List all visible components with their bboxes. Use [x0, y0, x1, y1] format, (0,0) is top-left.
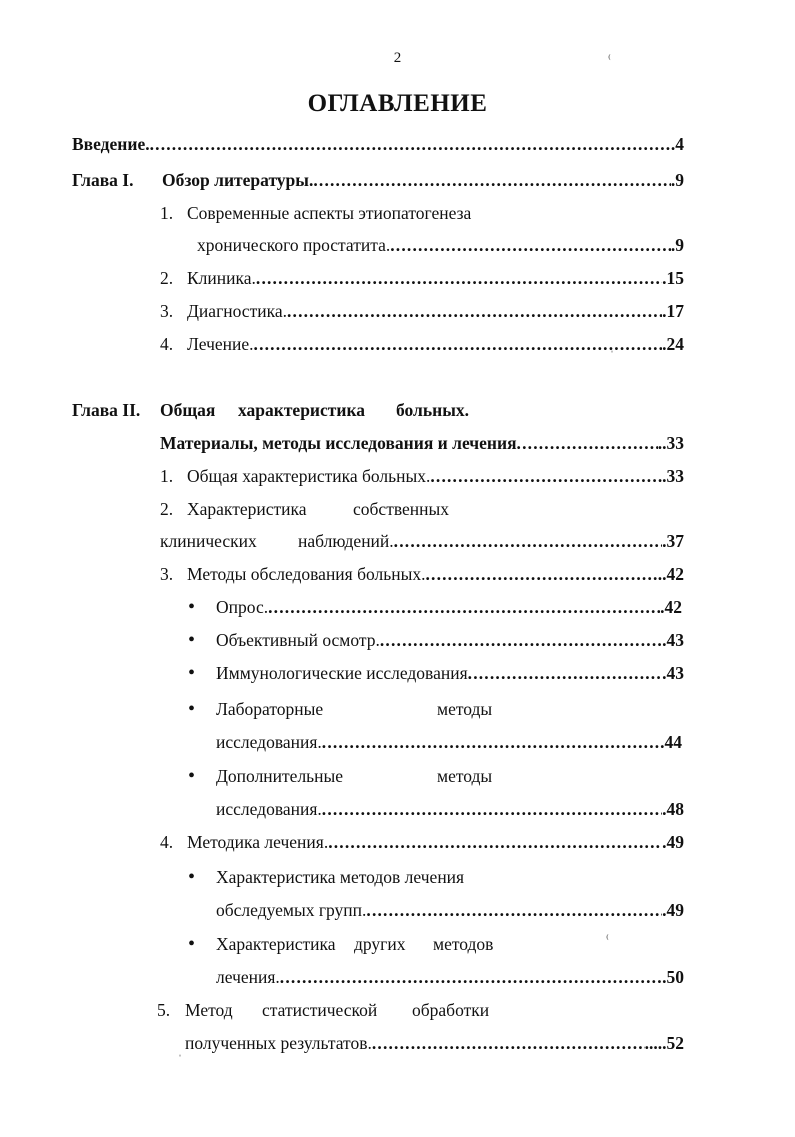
toc-entry-ch2-2[interactable]: [298, 530, 684, 552]
toc-label: полученных результатов.: [185, 1033, 372, 1053]
toc-word: клинических: [160, 531, 257, 551]
bullet-icon: •: [188, 765, 196, 787]
bullet-icon: •: [188, 698, 196, 720]
toc-label: исследования.: [216, 799, 322, 819]
toc-label: лечения.: [216, 967, 280, 987]
toc-entry-ch2-1[interactable]: [187, 465, 684, 487]
leader-dots: [430, 465, 662, 487]
toc-page: .37: [662, 531, 684, 551]
toc-label: Методы обследования больных.: [187, 564, 426, 584]
leader-dots: [390, 234, 671, 256]
toc-entry-ch2-3c[interactable]: [216, 662, 684, 684]
toc-page: .24: [662, 334, 684, 354]
page-title: ОГЛАВЛЕНИЕ: [307, 90, 488, 117]
toc-page: .9: [670, 235, 684, 255]
toc-page: .15: [662, 268, 684, 288]
toc-num: 1.: [160, 466, 174, 486]
toc-word: собственных: [353, 499, 450, 519]
leader-dots: [150, 133, 671, 155]
leader-dots: [287, 300, 662, 322]
toc-page: .4: [670, 134, 684, 154]
toc-page: ..42: [657, 564, 684, 584]
chapter-label: Глава I.: [72, 170, 134, 190]
toc-entry-ch2-3a[interactable]: [216, 596, 682, 618]
leader-dots: [322, 798, 662, 820]
toc-label: Диагностика.: [187, 301, 287, 321]
toc-entry-ch2[interactable]: [160, 432, 684, 454]
toc-entry-ch1-2[interactable]: [187, 267, 684, 289]
toc-word: других: [354, 934, 406, 954]
leader-dots: [394, 530, 662, 552]
leader-dots: [468, 662, 662, 684]
leader-dots: [280, 966, 662, 988]
leader-dots: [256, 267, 662, 289]
toc-label: хронического простатита.: [197, 235, 391, 255]
toc-label: Опрос.: [216, 597, 269, 617]
toc-entry-ch1-3[interactable]: [187, 300, 684, 322]
leader-dots: [254, 333, 663, 355]
leader-dots: [322, 731, 660, 753]
toc-word: статистической: [262, 1000, 378, 1020]
toc-num: 3.: [160, 301, 174, 321]
toc-entry-intro[interactable]: [72, 133, 684, 155]
toc-word: Лабораторные: [216, 699, 324, 719]
toc-page: .44: [660, 732, 682, 752]
toc-entry-ch2-3d[interactable]: [216, 731, 682, 753]
bullet-icon: •: [188, 596, 196, 618]
toc-label: Методика лечения.: [187, 832, 329, 852]
toc-entry-ch1-1[interactable]: [197, 234, 684, 256]
scan-mark-icon: ˈ: [610, 348, 614, 362]
toc-entry-ch1[interactable]: [162, 169, 684, 191]
toc-num: 4.: [160, 832, 174, 852]
leader-dots: [328, 831, 662, 853]
toc-word: методы: [437, 766, 493, 786]
chapter-label: Глава II.: [72, 400, 141, 420]
toc-page: .48: [662, 799, 684, 819]
toc-label: Характеристика методов лечения: [216, 867, 465, 887]
toc-label: исследования.: [216, 732, 322, 752]
toc-num: 5.: [157, 1000, 171, 1020]
toc-word: методы: [437, 699, 493, 719]
toc-word: Характеристика: [216, 934, 336, 954]
toc-page: .42: [660, 597, 682, 617]
toc-word: Характеристика: [187, 499, 307, 519]
toc-page: .49: [662, 832, 684, 852]
toc-word: Дополнительные: [216, 766, 344, 786]
toc-label: Современные аспекты этиопатогенеза: [187, 203, 472, 223]
leader-dots: [366, 899, 662, 921]
toc-entry-ch2-3[interactable]: [187, 563, 684, 585]
toc-page: .43: [662, 663, 684, 683]
page-number: 2: [393, 50, 402, 66]
toc-entry-ch2-4b[interactable]: [216, 966, 684, 988]
toc-page: .43: [662, 630, 684, 650]
toc-label: обследуемых групп.: [216, 900, 367, 920]
toc-word: методов: [433, 934, 494, 954]
toc-entry-ch2-4a[interactable]: [216, 899, 684, 921]
toc-label: Клиника.: [187, 268, 256, 288]
toc-label: Лечение.: [187, 334, 254, 354]
toc-num: 4.: [160, 334, 174, 354]
toc-label: Общая характеристика больных.: [187, 466, 431, 486]
toc-entry-ch2-3e[interactable]: [216, 798, 684, 820]
toc-num: 2.: [160, 499, 174, 519]
toc-word: характеристика: [238, 400, 366, 420]
toc-page: .9: [670, 170, 684, 190]
toc-label: Объективный осмотр.: [216, 630, 380, 650]
toc-word: Общая: [160, 400, 216, 420]
toc-page: .17: [662, 301, 684, 321]
bullet-icon: •: [188, 629, 196, 651]
toc-entry-ch2-5[interactable]: [185, 1032, 684, 1054]
leader-dots: [268, 596, 660, 618]
toc-entry-ch2-4[interactable]: [187, 831, 684, 853]
scan-mark-icon: ⁽: [606, 932, 609, 946]
toc-word: больных.: [396, 400, 469, 420]
toc-word: Метод: [185, 1000, 233, 1020]
bullet-icon: •: [188, 662, 196, 684]
leader-dots: [313, 169, 671, 191]
toc-word: обработки: [412, 1000, 490, 1020]
leader-dots: [517, 432, 658, 454]
toc-page: .33: [662, 466, 684, 486]
toc-label: Иммунологические исследования: [216, 663, 468, 683]
toc-page: .....52: [644, 1033, 684, 1053]
toc-num: 1.: [160, 203, 174, 223]
toc-num: 3.: [160, 564, 174, 584]
leader-dots: [425, 563, 657, 585]
bullet-icon: •: [188, 866, 196, 888]
toc-page: ..33: [657, 433, 684, 453]
toc-label: наблюдений.: [298, 531, 394, 551]
toc-num: 2.: [160, 268, 174, 288]
leader-dots: [372, 1032, 645, 1054]
toc-page: .50: [662, 967, 684, 987]
toc-label: Обзор литературы.: [162, 170, 314, 190]
toc-label: Материалы, методы исследования и лечения: [160, 433, 517, 453]
leader-dots: [380, 629, 662, 651]
toc-entry-ch2-3b[interactable]: [216, 629, 684, 651]
bullet-icon: •: [188, 933, 196, 955]
toc-label: Введение.: [72, 134, 150, 154]
scan-mark-icon: ⁽: [608, 52, 611, 66]
scan-mark-icon: ˈ: [178, 1052, 182, 1066]
toc-page: .49: [662, 900, 684, 920]
